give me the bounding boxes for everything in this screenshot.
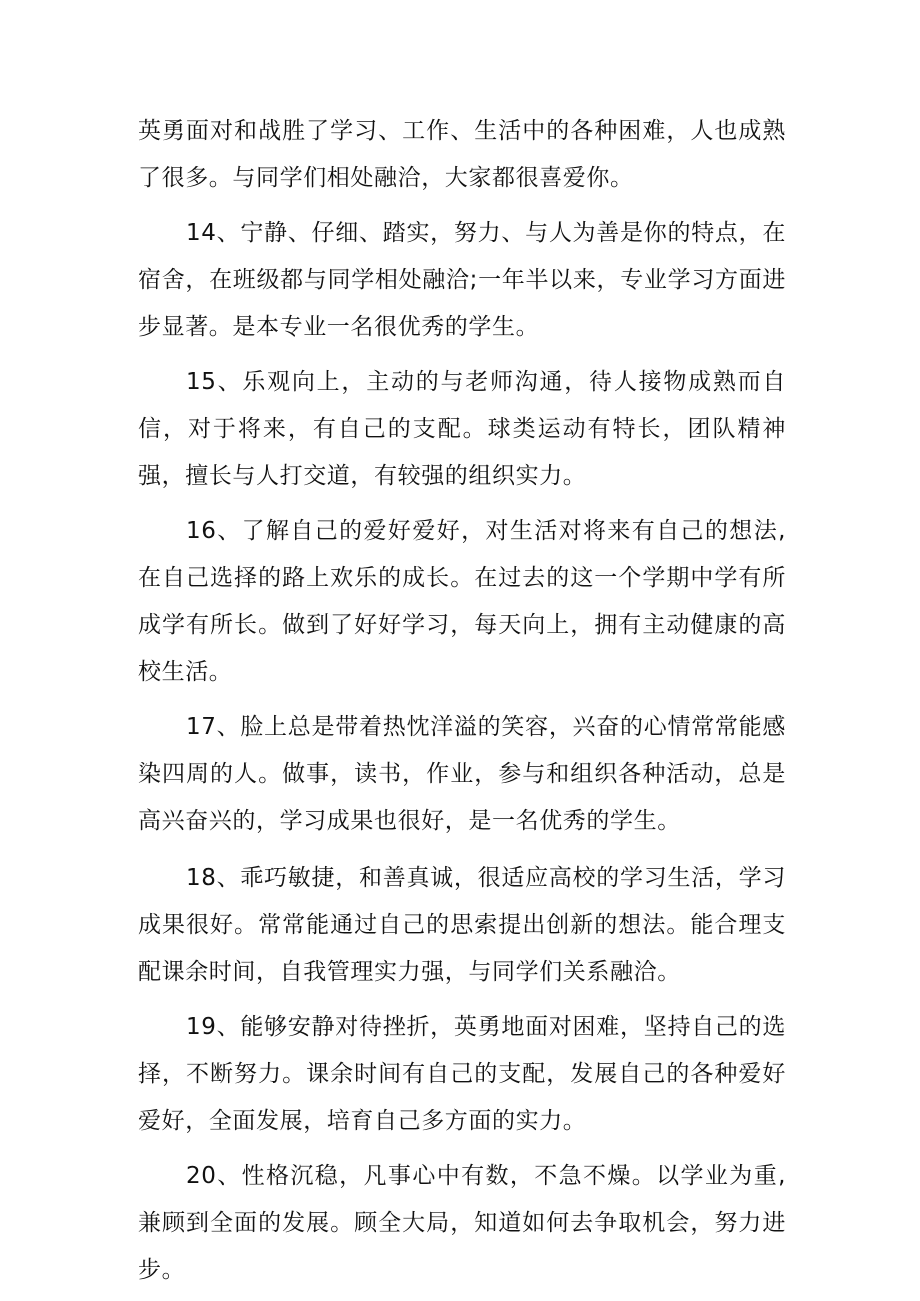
paragraph-15: 15、乐观向上，主动的与老师沟通，待人接物成熟而自信，对于将来，有自己的支配。球类运动有特长，团队精神强，擅长与人打交道，有较强的组织实力。: [138, 369, 786, 489]
paragraph-17: 17、脸上总是带着热忱洋溢的笑容，兴奋的心情常常能感染四周的人。做事，读书，作业，参与和组织各种活动，总是高兴奋兴的，学习成果也很好，是一名优秀的学生。: [138, 714, 786, 834]
paragraph-16: 16、了解自己的爱好爱好，对生活对将来有自己的想法,在自己选择的路上欢乐的成长。在过去的这一个学期中学有所成学有所长。做到了好好学习，每天向上，拥有主动健康的高校生活。: [138, 518, 786, 685]
document-body: [138, 108, 786, 1294]
paragraph-20: 20、性格沉稳，凡事心中有数，不急不燥。以学业为重,兼顾到全面的发展。顾全大局，知道如何去争取机会，努力进步。: [138, 1163, 786, 1283]
paragraph-14: 14、宁静、仔细、踏实，努力、与人为善是你的特点，在宿舍，在班级都与同学相处融洽;一年半以来，专业学习方面进步显著。是本专业一名很优秀的学生。: [138, 220, 786, 340]
paragraph-18: 18、乖巧敏捷，和善真诚，很适应高校的学习生活，学习成果很好。常常能通过自己的思索提出创新的想法。能合理支配课余时间，自我管理实力强，与同学们关系融洽。: [138, 865, 786, 985]
paragraph-continuation: 英勇面对和战胜了学习、工作、生活中的各种困难，人也成熟了很多。与同学们相处融洽，大家都很喜爱你。: [138, 118, 786, 191]
paragraph-19: 19、能够安静对待挫折，英勇地面对困难，坚持自己的选择，不断努力。课余时间有自己的支配，发展自己的各种爱好爱好，全面发展，培育自己多方面的实力。: [138, 1014, 786, 1134]
